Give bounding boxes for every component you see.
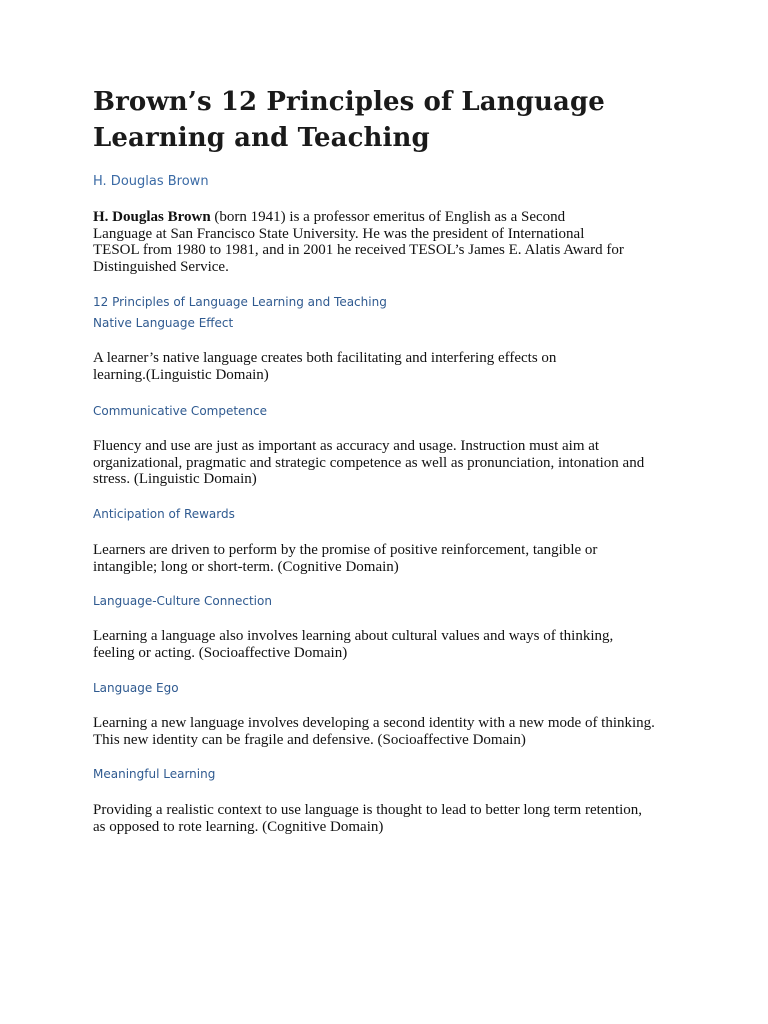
bio-line-1	[93, 209, 624, 226]
principle-text-communicative-competence	[93, 438, 644, 488]
principle-heading-language-culture-connection: Language-Culture Connection	[93, 594, 272, 608]
principle-text-line: This new identity can be fragile and defensive. (Socioaffective Domain)	[93, 731, 526, 748]
principle-text-line: A learner’s native language creates both facilitating and interfering effects on	[93, 350, 557, 366]
principle-text-line: learning.(Linguistic Domain)	[93, 366, 269, 383]
title-line-2: Learning and Teaching	[93, 123, 430, 153]
principle-text-line: intangible; long or short-term. (Cognitive Domain)	[93, 558, 399, 575]
author-heading: H. Douglas Brown	[93, 174, 209, 189]
section-heading: 12 Principles of Language Learning and Teaching	[93, 295, 387, 309]
principle-text-line: stress. (Linguistic Domain)	[93, 471, 257, 487]
principle-heading-meaningful-learning: Meaningful Learning	[93, 767, 216, 781]
bio-line-2: Language at San Francisco State University. He was the president of International	[93, 225, 585, 242]
principle-text-line: Providing a realistic context to use language is thought to lead to better long term retention,	[93, 802, 643, 818]
principle-text-language-ego	[93, 715, 655, 748]
bio-line-3: TESOL from 1980 to 1981, and in 2001 he received TESOL’s James E. Alatis Award for	[93, 242, 624, 258]
principle-text-line: Learning a new language involves developing a second identity with a new mode of thinking.	[93, 715, 655, 731]
principle-text-line: feeling or acting. (Socioaffective Domain)	[93, 644, 348, 661]
principle-text-anticipation-of-rewards	[93, 542, 597, 575]
principle-heading-language-ego: Language Ego	[93, 681, 179, 695]
principle-text-line: Fluency and use are just as important as accuracy and usage. Instruction must aim at	[93, 438, 600, 454]
principle-text-language-culture-connection	[93, 628, 613, 661]
principle-heading-communicative-competence: Communicative Competence	[93, 404, 268, 418]
principle-text-line: as opposed to rote learning. (Cognitive Domain)	[93, 818, 384, 835]
principle-heading-native-language-effect: Native Language Effect	[93, 316, 234, 330]
principle-text-line: Learning a language also involves learning about cultural values and ways of thinking,	[93, 628, 614, 644]
bio-line-4: Distinguished Service.	[93, 258, 229, 275]
bio-line-1-rest: (born 1941) is a professor emeritus of English as a Second	[210, 209, 566, 225]
document-title	[93, 84, 693, 156]
author-bio	[93, 209, 624, 275]
title-line-1: Brown’s 12 Principles of Language	[93, 87, 605, 117]
principle-text-line: organizational, pragmatic and strategic competence as well as pronunciation, intonation and	[93, 454, 645, 471]
principle-text-meaningful-learning	[93, 802, 642, 835]
principle-heading-anticipation-of-rewards: Anticipation of Rewards	[93, 507, 235, 521]
principle-text-native-language-effect	[93, 350, 556, 383]
principle-text-line: Learners are driven to perform by the promise of positive reinforcement, tangible or	[93, 542, 598, 558]
bio-name: H. Douglas Brown	[93, 209, 211, 225]
